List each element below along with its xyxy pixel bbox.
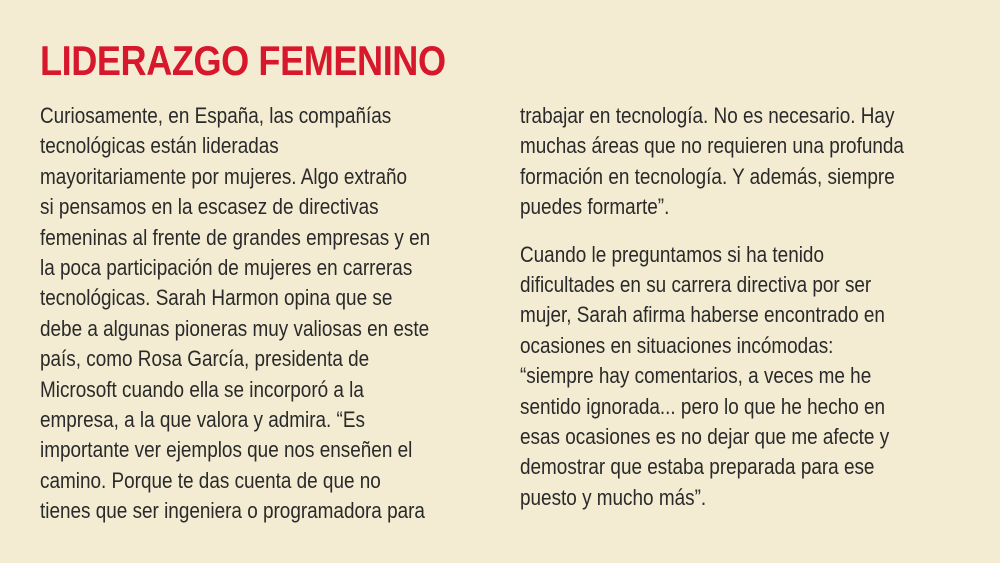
text-line: puesto y mucho más”. [520,484,707,510]
left-paragraph [40,101,494,527]
text-line: demostrar que estaba preparada para ese [520,454,875,480]
text-line: mayoritariamente por mujeres. Algo extraño [40,163,408,189]
text-line: Cuando le preguntamos si ha tenido [520,241,824,267]
text-line: Microsoft cuando ella se incorporó a la [40,376,364,402]
text-line: si pensamos en la escasez de directivas [40,194,379,220]
text-line: puedes formarte”. [520,194,670,220]
text-line: debe a algunas pioneras muy valiosas en este [40,315,430,341]
text-line: tecnológicas. Sarah Harmon opina que se [40,285,393,311]
text-line: esas ocasiones es no dejar que me afecte y [520,424,890,450]
text-line: tecnológicas están lideradas [40,133,279,159]
text-line: ocasiones en situaciones incómodas: [520,332,834,358]
text-line: camino. Porque te das cuenta de que no [40,467,381,493]
text-line: la poca participación de mujeres en carreras [40,255,413,281]
text-line: país, como Rosa García, presidenta de [40,346,370,372]
text-line: importante ver ejemplos que nos enseñen el [40,437,413,463]
right-paragraph-1 [520,101,966,223]
text-line: femeninas al frente de grandes empresas y en [40,224,431,250]
text-line: trabajar en tecnología. No es necesario. Hay [520,103,895,128]
text-line: Curiosamente, en España, las compañías [40,103,392,128]
right-text-column [520,101,966,513]
text-line: empresa, a la que valora y admira. “Es [40,407,365,433]
left-text-column [40,101,494,527]
right-paragraph-2 [520,240,966,514]
text-line: sentido ignorada... pero lo que he hecho en [520,393,886,419]
text-line: “siempre hay comentarios, a veces me he [520,363,872,389]
text-line: mujer, Sarah afirma haberse encontrado en [520,302,885,328]
text-line: tienes que ser ingeniera o programadora para [40,498,425,524]
text-line: muchas áreas que no requieren una profunda [520,133,904,159]
text-line: formación en tecnología. Y además, siempre [520,163,895,189]
article-title: LIDERAZGO FEMENINO [40,37,446,84]
paragraph-spacer [520,223,966,240]
text-line: dificultades en su carrera directiva por ser [520,272,872,298]
